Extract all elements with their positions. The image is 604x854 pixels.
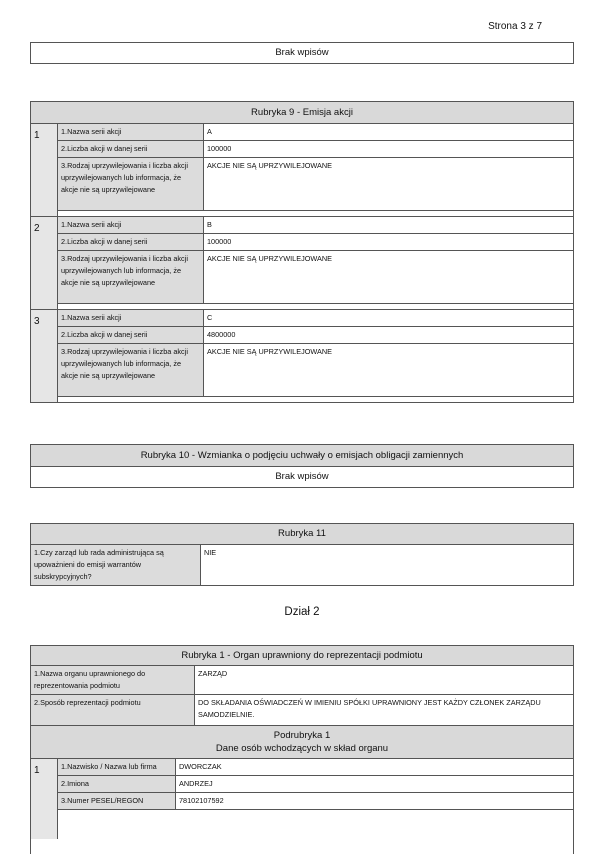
rubryka-11-section xyxy=(30,523,574,586)
field-value: DWORCZAK xyxy=(179,762,222,771)
field-label: 3.Rodzaj uprzywilejowania i liczba akcji uprzywilejowanych lub informacja, że akcje nie są uprzywilejowane xyxy=(58,344,204,396)
top-empty-text: Brak wpisów xyxy=(275,47,329,58)
share-series-group xyxy=(31,217,573,310)
podrubryka-subtitle: Dane osób wchodzących w skład organu xyxy=(215,743,389,754)
series-name-row xyxy=(58,217,573,234)
group-number: 3 xyxy=(31,310,58,402)
field-value: 100000 xyxy=(207,144,232,153)
field-label: 1.Nazwa serii akcji xyxy=(58,124,204,140)
share-count-row xyxy=(58,141,573,158)
field-label: 3.Rodzaj uprzywilejowania i liczba akcji uprzywilejowanych lub informacja, że akcje nie są uprzywilejowane xyxy=(58,251,204,303)
field-label: 2.Imiona xyxy=(58,776,176,792)
field-value: C xyxy=(207,313,213,322)
field-value: B xyxy=(207,220,212,229)
rubryka-10-title: Rubryka 10 - Wzmianka o podjęciu uchwały o emisjach obligacji zamiennych xyxy=(31,445,573,467)
podrubryka-header xyxy=(31,726,573,759)
group-number: 2 xyxy=(31,217,58,309)
series-name-row xyxy=(58,310,573,327)
privilege-row xyxy=(58,344,573,397)
field-value: ZARZĄD xyxy=(198,669,228,678)
section-heading-dzial-2: Dział 2 xyxy=(284,606,320,618)
field-label: 2.Liczba akcji w danej serii xyxy=(58,234,204,250)
field-label: 2.Liczba akcji w danej serii xyxy=(58,327,204,343)
field-value: NIE xyxy=(204,548,217,557)
field-label: 1.Nazwisko / Nazwa lub firma xyxy=(58,759,176,775)
top-empty-box xyxy=(30,42,574,64)
field-value: 100000 xyxy=(207,237,232,246)
surname-row xyxy=(58,759,573,776)
person-group xyxy=(31,759,573,839)
rubryka-9-title: Rubryka 9 - Emisja akcji xyxy=(31,102,573,124)
podrubryka-title: Podrubryka 1 xyxy=(273,730,331,741)
field-label: 1.Nazwa serii akcji xyxy=(58,217,204,233)
representation-row xyxy=(31,695,573,726)
field-value: AKCJE NIE SĄ UPRZYWILEJOWANE xyxy=(207,161,333,170)
first-names-row xyxy=(58,776,573,793)
row-spacer xyxy=(58,211,573,216)
share-count-row xyxy=(58,327,573,344)
group-number: 1 xyxy=(31,759,58,839)
share-series-group xyxy=(31,124,573,217)
field-value: A xyxy=(207,127,212,136)
dzial-2-rubryka-1-title: Rubryka 1 - Organ uprawniony do reprezentacji podmiotu xyxy=(31,646,573,666)
group-number: 1 xyxy=(31,124,58,216)
series-name-row xyxy=(58,124,573,141)
field-value: AKCJE NIE SĄ UPRZYWILEJOWANE xyxy=(207,347,333,356)
privilege-row xyxy=(58,251,573,304)
share-count-row xyxy=(58,234,573,251)
row-spacer xyxy=(58,304,573,309)
field-label: 3.Numer PESEL/REGON xyxy=(58,793,176,809)
share-series-group xyxy=(31,310,573,402)
privilege-row xyxy=(58,158,573,211)
rubryka-11-title: Rubryka 11 xyxy=(31,524,573,545)
field-value: AKCJE NIE SĄ UPRZYWILEJOWANE xyxy=(207,254,333,263)
field-label: 1.Czy zarząd lub rada administrująca są upoważnieni do emisji warrantów subskrypcyjnych? xyxy=(31,545,201,585)
warrant-row xyxy=(31,545,573,585)
page-number: Strona 3 z 7 xyxy=(488,21,542,32)
rubryka-10-section xyxy=(30,444,574,488)
rubryka-9-section xyxy=(30,101,574,403)
field-value: DO SKŁADANIA OŚWIADCZEŃ W IMIENIU SPÓŁKI UPRAWNIONY JEST KAŻDY CZŁONEK ZARZĄDU SAMODZIELNIE. xyxy=(198,698,541,719)
field-label: 1.Nazwa organu uprawnionego do reprezentowania podmiotu xyxy=(31,666,195,694)
organ-name-row xyxy=(31,666,573,695)
field-value: 78102107592 xyxy=(179,796,224,805)
field-value: 4800000 xyxy=(207,330,236,339)
field-value: ANDRZEJ xyxy=(179,779,213,788)
field-label: 1.Nazwa serii akcji xyxy=(58,310,204,326)
field-label: 3.Rodzaj uprzywilejowania i liczba akcji uprzywilejowanych lub informacja, że akcje nie są uprzywilejowane xyxy=(58,158,204,210)
pesel-row xyxy=(58,793,573,810)
dzial-2-rubryka-1-section xyxy=(30,645,574,854)
row-spacer xyxy=(58,397,573,402)
field-label: 2.Sposób reprezentacji podmiotu xyxy=(31,695,195,725)
rubryka-10-empty: Brak wpisów xyxy=(275,471,329,482)
field-label: 2.Liczba akcji w danej serii xyxy=(58,141,204,157)
